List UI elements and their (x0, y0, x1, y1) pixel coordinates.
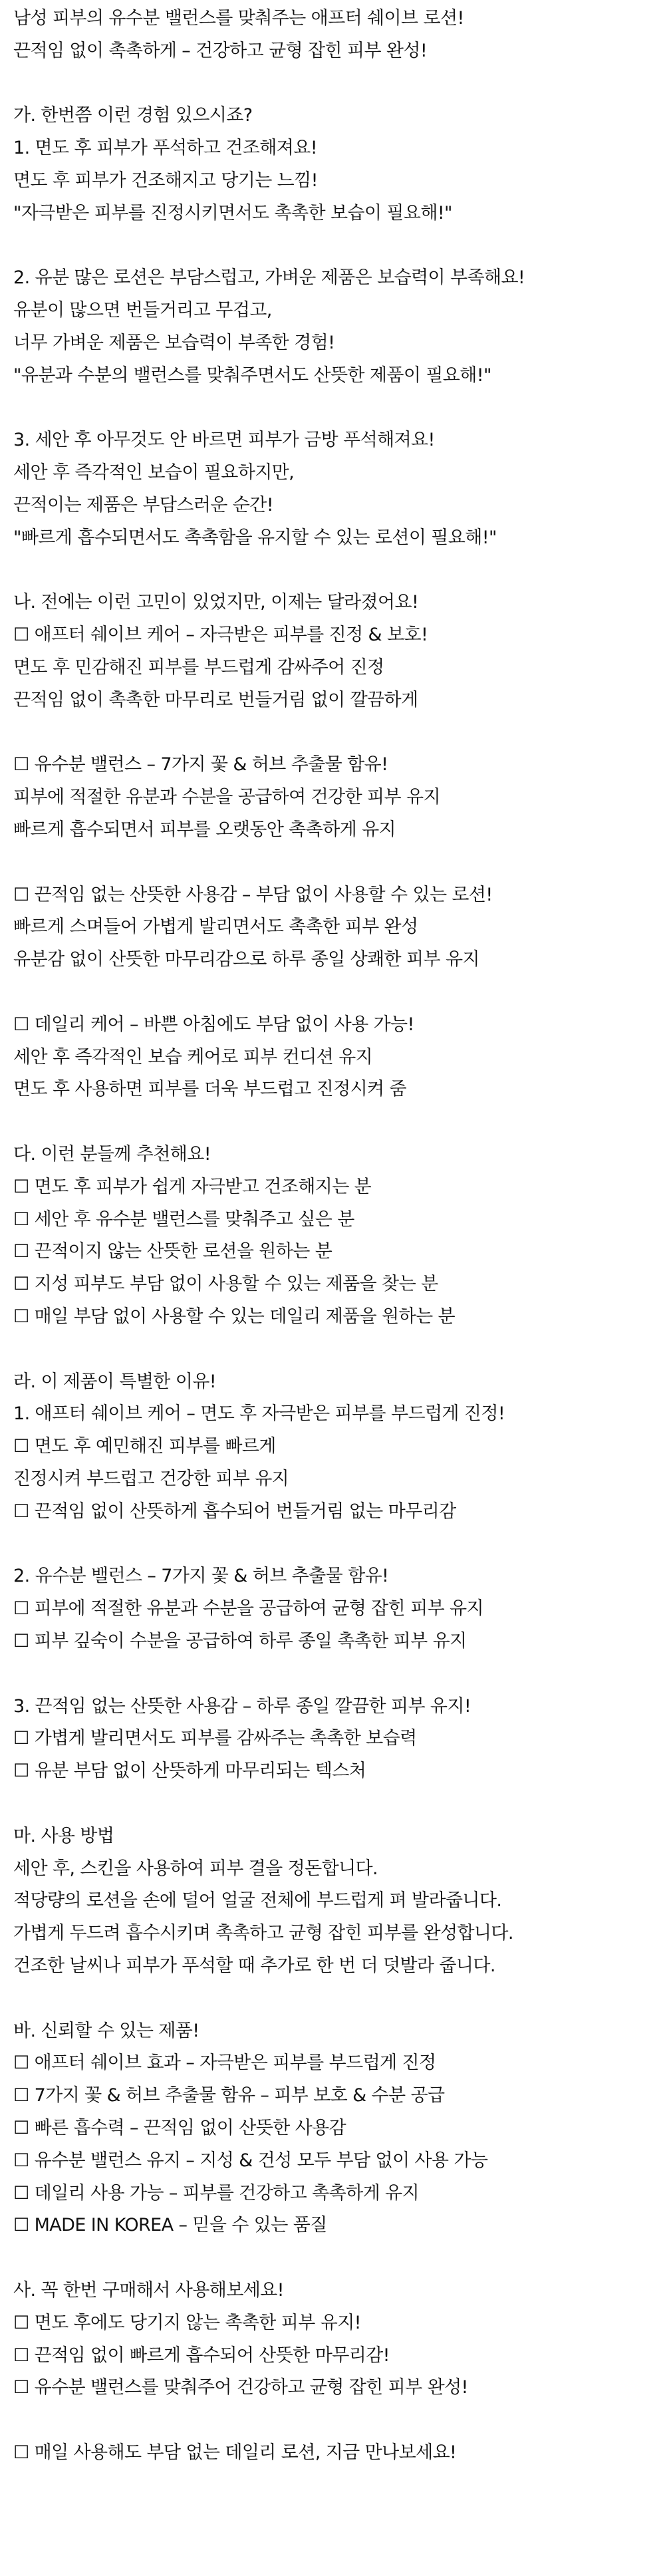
paragraph-line: 세안 후 즉각적인 보습이 필요하지만, (13, 462, 295, 484)
paragraph-line: 면도 후 사용하면 피부를 더욱 부드럽고 진정시켜 줌 (13, 1079, 406, 1100)
paragraph-line: 건조한 날씨나 피부가 푸석할 때 추가로 한 번 더 덧발라 줍니다. (13, 1955, 495, 1976)
checkbox-item: ☐ 지성 피부도 부담 없이 사용할 수 있는 제품을 찾는 분 (13, 1274, 438, 1295)
checkbox-item: ☐ 유수분 밸런스 유지 – 지성 & 건성 모두 부담 없이 사용 가능 (13, 2150, 488, 2171)
paragraph-line: 유분이 많으면 번들거리고 무겁고, (13, 300, 272, 321)
checkbox-item: ☐ 유수분 밸런스 – 7가지 꽃 & 허브 추출물 함유! (13, 754, 388, 776)
paragraph-line: 빠르게 흡수되면서 피부를 오랫동안 촉촉하게 유지 (13, 819, 396, 840)
paragraph-line: 끈적임 없이 촉촉한 마무리로 번들거림 없이 깔끔하게 (13, 689, 418, 710)
checkbox-item: ☐ 데일리 사용 가능 – 피부를 건강하고 촉촉하게 유지 (13, 2182, 420, 2204)
checkbox-item: ☐ 피부에 적절한 유분과 수분을 공급하여 균형 잡힌 피부 유지 (13, 1598, 484, 1620)
paragraph-line: 3. 세안 후 아무것도 안 바르면 피부가 금방 푸석해져요! (13, 430, 435, 451)
paragraph-line: 2. 유수분 밸런스 – 7가지 꽃 & 허브 추출물 함유! (13, 1566, 389, 1587)
checkbox-item: ☐ 면도 후 예민해진 피부를 빠르게 (13, 1436, 276, 1457)
section-heading: 바. 신뢰할 수 있는 제품! (13, 2020, 200, 2041)
closing-line: ☐ 매일 사용해도 부담 없는 데일리 로션, 지금 만나보세요! (13, 2442, 457, 2463)
intro-line: 끈적임 없이 촉촉하게 – 건강하고 균형 잡힌 피부 완성! (13, 40, 428, 61)
paragraph-line: 면도 후 민감해진 피부를 부드럽게 감싸주어 진정 (13, 657, 384, 678)
paragraph-line: 피부에 적절한 유분과 수분을 공급하여 건강한 피부 유지 (13, 787, 440, 808)
paragraph-line: 유분감 없이 산뜻한 마무리감으로 하루 종일 상쾌한 피부 유지 (13, 949, 479, 970)
checkbox-item: ☐ 애프터 쉐이브 케어 – 자극받은 피부를 진정 & 보호! (13, 625, 428, 646)
intro-line: 남성 피부의 유수분 밸런스를 맞춰주는 애프터 쉐이브 로션! (13, 8, 464, 29)
quote-line: "빠르게 흡수되면서도 촉촉함을 유지할 수 있는 로션이 필요해!" (13, 527, 497, 548)
paragraph-line: 가볍게 두드려 흡수시키며 촉촉하고 균형 잡힌 피부를 완성합니다. (13, 1923, 513, 1944)
section-heading: 라. 이 제품이 특별한 이유! (13, 1371, 216, 1392)
paragraph-line: 3. 끈적임 없는 산뜻한 사용감 – 하루 종일 깔끔한 피부 유지! (13, 1695, 471, 1717)
paragraph-line: 세안 후 즉각적인 보습 케어로 피부 컨디션 유지 (13, 1046, 373, 1068)
checkbox-item: ☐ MADE IN KOREA – 믿을 수 있는 품질 (13, 2215, 327, 2236)
paragraph-line: 1. 면도 후 피부가 푸석하고 건조해져요! (13, 138, 317, 159)
paragraph-line: 적당량의 로션을 손에 덜어 얼굴 전체에 부드럽게 펴 발라줍니다. (13, 1890, 502, 1912)
checkbox-item: ☐ 유수분 밸런스를 맞춰주어 건강하고 균형 잡힌 피부 완성! (13, 2377, 468, 2398)
paragraph-line: 1. 애프터 쉐이브 케어 – 면도 후 자극받은 피부를 부드럽게 진정! (13, 1403, 505, 1425)
checkbox-item: ☐ 끈적임 없는 산뜻한 사용감 – 부담 없이 사용할 수 있는 로션! (13, 884, 493, 905)
quote-line: "자극받은 피부를 진정시키면서도 촉촉한 보습이 필요해!" (13, 202, 452, 223)
section-heading: 가. 한번쯤 이런 경험 있으시죠? (13, 105, 253, 126)
checkbox-item: ☐ 끈적이지 않는 산뜻한 로션을 원하는 분 (13, 1241, 332, 1262)
checkbox-item: ☐ 빠른 흡수력 – 끈적임 없이 산뜻한 사용감 (13, 2118, 346, 2138)
quote-line: "유분과 수분의 밸런스를 맞춰주면서도 산뜻한 제품이 필요해!" (13, 364, 491, 386)
checkbox-item: ☐ 끈적임 없이 산뜻하게 흡수되어 번들거림 없는 마무리감 (13, 1501, 456, 1522)
checkbox-item: ☐ 면도 후 피부가 쉽게 자극받고 건조해지는 분 (13, 1176, 372, 1197)
checkbox-item: ☐ 데일리 케어 – 바쁜 아침에도 부담 없이 사용 가능! (13, 1014, 414, 1035)
paragraph-line: 너무 가벼운 제품은 보습력이 부족한 경험! (13, 333, 335, 353)
checkbox-item: ☐ 7가지 꽃 & 허브 추출물 함유 – 피부 보호 & 수분 공급 (13, 2085, 445, 2106)
checkbox-item: ☐ 세안 후 유수분 밸런스를 맞춰주고 싶은 분 (13, 1209, 354, 1230)
checkbox-item: ☐ 애프터 쉐이브 효과 – 자극받은 피부를 부드럽게 진정 (13, 2053, 436, 2074)
checkbox-item: ☐ 피부 깊숙이 수분을 공급하여 하루 종일 촉촉한 피부 유지 (13, 1631, 467, 1651)
section-heading: 사. 꼭 한번 구매해서 사용해보세요! (13, 2280, 284, 2301)
checkbox-item: ☐ 면도 후에도 당기지 않는 촉촉한 피부 유지! (13, 2312, 361, 2333)
paragraph-line: 끈적이는 제품은 부담스러운 순간! (13, 495, 273, 515)
checkbox-item: ☐ 가볍게 발리면서도 피부를 감싸주는 촉촉한 보습력 (13, 1728, 417, 1749)
section-heading: 마. 사용 방법 (13, 1825, 114, 1846)
paragraph-line: 면도 후 피부가 건조해지고 당기는 느낌! (13, 170, 318, 191)
paragraph-line: 빠르게 스며들어 가볍게 발리면서도 촉촉한 피부 완성 (13, 917, 418, 938)
section-heading: 나. 전에는 이런 고민이 있었지만, 이제는 달라졌어요! (13, 592, 419, 613)
paragraph-line: 2. 유분 많은 로션은 부담스럽고, 가벼운 제품은 보습력이 부족해요! (13, 267, 525, 289)
paragraph-line: 세안 후, 스킨을 사용하여 피부 결을 정돈합니다. (13, 1858, 378, 1879)
paragraph-line: 진정시켜 부드럽고 건강한 피부 유지 (13, 1469, 289, 1489)
checkbox-item: ☐ 유분 부담 없이 산뜻하게 마무리되는 텍스처 (13, 1761, 366, 1782)
checkbox-item: ☐ 끈적임 없이 빠르게 흡수되어 산뜻한 마무리감! (13, 2345, 390, 2366)
checkbox-item: ☐ 매일 부담 없이 사용할 수 있는 데일리 제품을 원하는 분 (13, 1306, 456, 1327)
section-heading: 다. 이런 분들께 추천해요! (13, 1144, 211, 1165)
